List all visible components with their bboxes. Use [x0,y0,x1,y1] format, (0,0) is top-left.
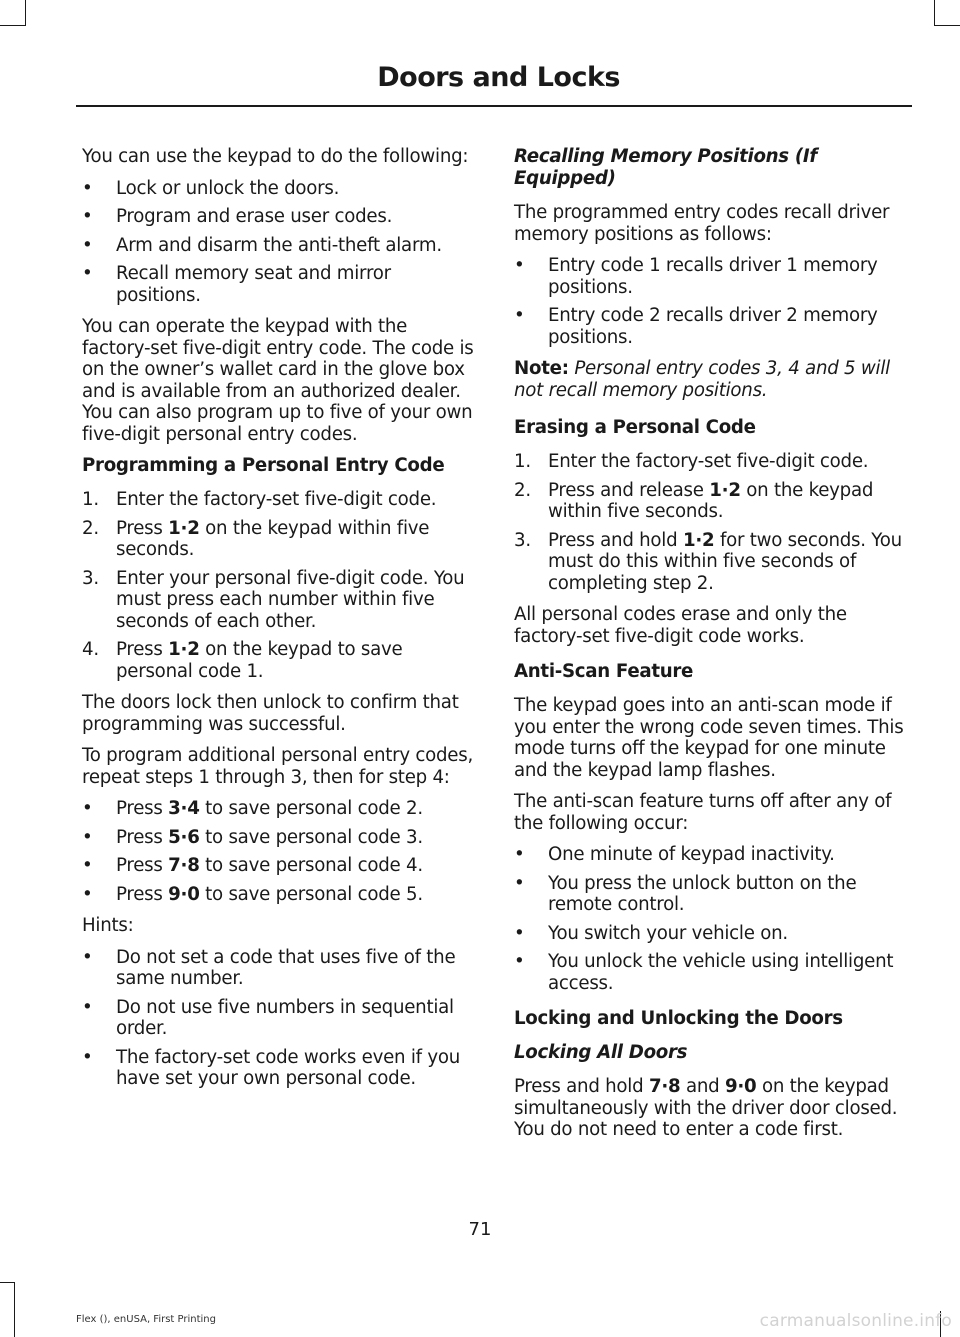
crop-mark-top-right [934,25,960,26]
list-item: • Entry code 1 recalls driver 1 memory positions. [514,255,878,298]
programming-heading: Programming a Personal Entry Code [82,455,445,476]
antiscan-paragraph: The keypad goes into an anti-scan mode if you enter the wrong code seven times. This mode turns off the keypad for one minute and the keypad lamp flashes. [514,695,904,781]
bullet-icon: • [514,922,525,944]
crop-mark-top-left [0,25,26,26]
keypad-key: 1·2 [682,529,715,551]
hints-list [82,947,474,1090]
keypad-key: 1·2 [168,639,200,660]
step-item: 3. Press and hold 1·2 for two seconds. You must do this within five seconds of completing step 2. [514,529,902,594]
list-item: • One minute of keypad inactivity. [514,844,835,865]
keypad-key: 7·8 [168,855,200,876]
locking-all-heading: Locking All Doors [514,1042,688,1063]
step-item: 1. Enter the factory-set five-digit code. [514,451,869,472]
keypad-uses-list [82,178,474,307]
step-item: 2. Press 1·2 on the keypad within five seconds. [82,517,430,560]
bullet-icon: • [82,996,93,1018]
locking-heading: Locking and Unlocking the Doors [514,1008,843,1029]
erase-heading: Erasing a Personal Code [514,417,756,438]
keypad-key: 5·6 [168,826,200,848]
bullet-icon: • [82,946,93,968]
additional-paragraph: To program additional personal entry codes, repeat steps 1 through 3, then for step 4: [82,745,474,788]
intro-paragraph: You can use the keypad to do the following: [82,146,469,167]
recall-list [514,255,906,348]
programming-steps [82,489,474,682]
step-item: 3. Enter your personal five-digit code. You must press each number within five seconds of each other. [82,567,465,632]
list-item: • Do not set a code that uses five of the same number. [82,946,456,989]
footer-edition: Flex (), enUSA, First Printing [76,1314,216,1325]
list-item: • Press 3·4 to save personal code 2. [82,798,423,819]
bullet-icon: • [514,844,525,865]
bullet-icon: • [82,206,93,227]
bullet-icon: • [82,234,93,256]
bullet-icon: • [82,798,93,819]
note: Note: Personal entry codes 3, 4 and 5 will not recall memory positions. [514,358,890,401]
bullet-icon: • [82,826,93,848]
list-item: • Press 9·0 to save personal code 5. [82,883,423,905]
locking-all-paragraph: Press and hold 7·8 and 9·0 on the keypad simultaneously with the driver door closed. You do not need to enter a code first. [514,1076,898,1140]
bullet-icon: • [82,883,93,905]
page-number: 71 [468,1219,492,1240]
keypad-key: 1·2 [168,517,200,539]
list-item: • Press 5·6 to save personal code 3. [82,826,423,848]
list-item: • Do not use five numbers in sequential order. [82,996,454,1039]
keypad-key: 1·2 [709,479,741,501]
bullet-icon: • [82,1046,93,1068]
list-item: • Entry code 2 recalls driver 2 memory positions. [514,305,878,348]
list-item: • Press 7·8 to save personal code 4. [82,855,423,876]
list-item: • The factory-set code works even if you have set your own personal code. [82,1046,460,1089]
bullet-icon: • [82,855,93,876]
recall-intro: The programmed entry codes recall driver memory positions as follows: [514,202,890,245]
antiscan-list [514,844,906,994]
watermark: carmanualsonline.info [759,1311,952,1331]
crop-mark-top-left [25,0,26,26]
bullet-icon: • [514,951,525,972]
confirm-paragraph: The doors lock then unlock to confirm that programming was successful. [82,692,459,735]
operate-paragraph: You can operate the keypad with the factory-set five-digit entry code. The code is on the owner’s wallet card in the glove box and is available from an authorized dealer. You can also program up to five of your own five-digit personal entry codes. [82,316,474,445]
erase-steps [514,451,906,594]
crop-mark-bottom-left [0,1282,15,1283]
hints-label: Hints: [82,915,134,936]
bullet-icon: • [514,872,525,894]
page-title: Doors and Locks [377,62,620,93]
erase-result: All personal codes erase and only the factory-set five-digit code works. [514,604,847,647]
step-item: 4. Press 1·2 on the keypad to save personal code 1. [82,639,403,682]
keypad-key: 7·8 [648,1076,681,1097]
bullet-icon: • [514,305,525,326]
antiscan-heading: Anti-Scan Feature [514,661,694,682]
bullet-icon: • [82,177,93,199]
crop-mark-bottom-left [14,1282,15,1337]
step-item: 2. Press and release 1·2 on the keypad within five seconds. [514,479,874,522]
list-item: • Arm and disarm the anti-theft alarm. [82,234,442,256]
list-item: • You unlock the vehicle using intelligent access. [514,951,894,994]
list-item: • Recall memory seat and mirror positions. [82,263,391,306]
keypad-key: 9·0 [168,883,200,905]
bullet-icon: • [82,263,93,284]
left-column [82,146,474,1100]
additional-codes-list [82,798,474,905]
list-item: • Lock or unlock the doors. [82,177,340,199]
list-item: • You switch your vehicle on. [514,922,788,944]
keypad-key: 9·0 [724,1076,757,1097]
recall-heading: Recalling Memory Positions (If Equipped) [514,146,817,189]
crop-mark-top-right [934,0,935,26]
right-column [514,146,906,1151]
antiscan-off-paragraph: The anti-scan feature turns off after any of the following occur: [514,791,892,834]
step-item: 1. Enter the factory-set five-digit code. [82,489,437,510]
keypad-key: 3·4 [168,798,200,819]
bullet-icon: • [514,255,525,276]
list-item: • You press the unlock button on the remote control. [514,872,857,915]
list-item: • Program and erase user codes. [82,206,393,227]
header-divider [76,105,912,107]
